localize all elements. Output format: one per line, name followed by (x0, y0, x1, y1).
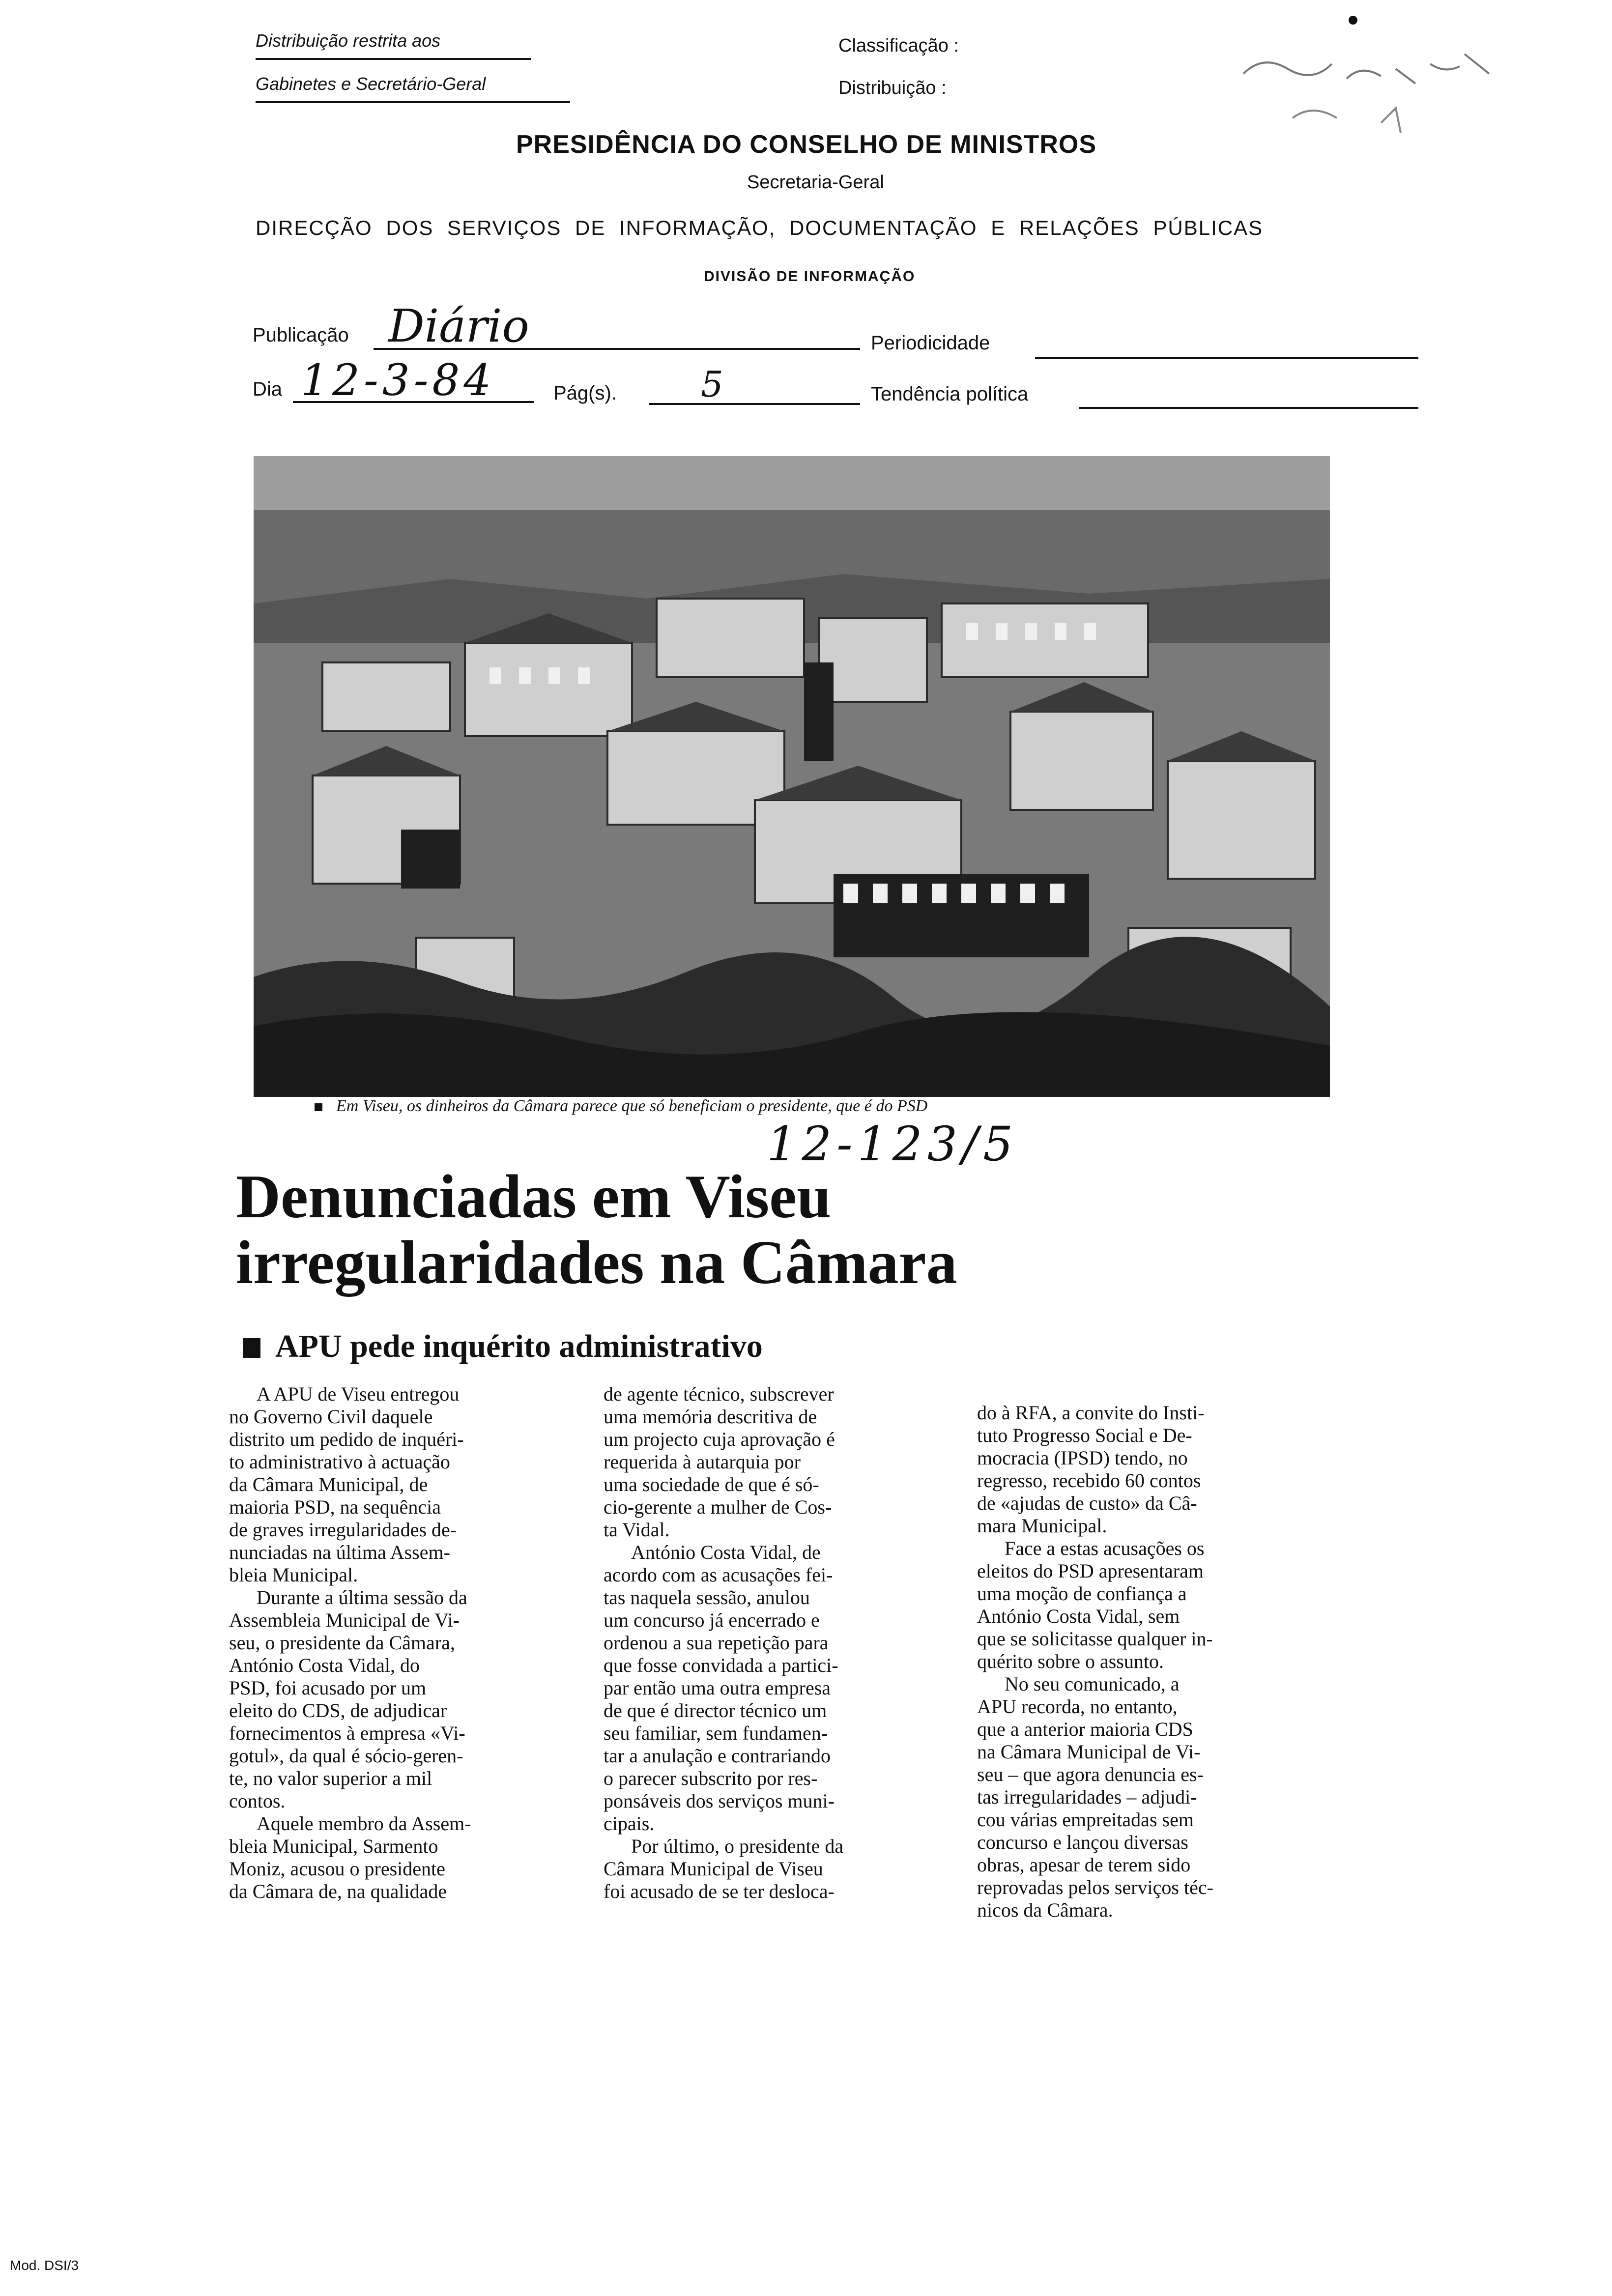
article-line: requerida à autarquia por (604, 1451, 801, 1473)
article-line: mara Municipal. (977, 1515, 1107, 1537)
article-line: mocracia (IPSD) tendo, no (977, 1447, 1188, 1469)
article-line: cio-gerente a mulher de Cos- (604, 1496, 832, 1518)
article-line: bleia Municipal. (229, 1564, 358, 1586)
article-line: da Câmara Municipal, de (229, 1473, 428, 1495)
tendencia-label: Tendência política (871, 383, 1029, 405)
article-line: ordenou a sua repetição para (604, 1632, 829, 1654)
pag-field-line (649, 403, 860, 405)
subheadline (243, 1328, 763, 1365)
article-line: Durante a última sessão da (257, 1586, 467, 1608)
article-line: António Costa Vidal, do (229, 1654, 420, 1676)
publicacao-handwritten-value: Diário (388, 300, 529, 352)
article-line: gotul», da qual é sócio-geren- (229, 1745, 463, 1767)
article-line: tas naquela sessão, anulou (604, 1586, 810, 1608)
article-line: tar a anulação e contrariando (604, 1745, 831, 1767)
tendencia-field-line (1079, 407, 1418, 409)
article-line: tuto Progresso Social e De- (977, 1424, 1192, 1446)
division-title: DIVISÃO DE INFORMAÇÃO (704, 268, 916, 285)
classificacao-label: Classificação : (838, 35, 959, 56)
faint-pencil-scribble (1234, 34, 1509, 147)
article-line: seu familiar, sem fundamen- (604, 1722, 828, 1744)
article-line: seu – que agora denuncia es- (977, 1763, 1204, 1785)
distribuicao-label: Distribuição : (838, 78, 947, 98)
article-line: foi acusado de se ter desloca- (604, 1880, 835, 1902)
article-line: António Costa Vidal, de (631, 1541, 821, 1563)
article-line: de que é director técnico um (604, 1699, 827, 1722)
article-line: de graves irregularidades de- (229, 1519, 457, 1541)
article-line: regresso, recebido 60 contos (977, 1469, 1201, 1492)
article-line: que a anterior maioria CDS (977, 1718, 1193, 1740)
article-column-2 (604, 1383, 948, 1903)
article-line: concurso e lançou diversas (977, 1831, 1188, 1853)
article-line: do à RFA, a convite do Insti- (977, 1402, 1205, 1424)
article-line: Por último, o presidente da (631, 1835, 844, 1857)
article-line: da Câmara de, na qualidade (229, 1880, 447, 1902)
article-line: uma moção de confiança a (977, 1582, 1187, 1605)
article-line: de «ajudas de custo» da Câ- (977, 1492, 1197, 1514)
headline-line-2: irregularidades na Câmara (236, 1229, 957, 1297)
article-line: na Câmara Municipal de Vi- (977, 1741, 1201, 1763)
article-column-3 (977, 1402, 1321, 1922)
photo-caption (315, 1097, 927, 1116)
form-code: Mod. DSI/3 (10, 2258, 79, 2273)
article-line: maioria PSD, na sequência (229, 1496, 441, 1518)
article-line: no Governo Civil daquele (229, 1406, 433, 1428)
article-line: bleia Municipal, Sarmento (229, 1835, 438, 1857)
article-line: contos. (229, 1790, 286, 1812)
dia-handwritten-value: 12-3-84 (301, 355, 495, 405)
photo-illustration (254, 456, 1330, 1097)
periodicidade-label: Periodicidade (871, 332, 990, 354)
article-line: tas irregularidades – adjudi- (977, 1786, 1197, 1808)
article-line: eleitos do PSD apresentaram (977, 1560, 1204, 1582)
article-line: nicos da Câmara. (977, 1899, 1113, 1921)
handwritten-reference-number: 12-123/5 (767, 1117, 1018, 1172)
headline-line-1: Denunciadas em Viseu (236, 1163, 832, 1231)
restriction-underline (256, 58, 531, 60)
article-line: Câmara Municipal de Viseu (604, 1858, 823, 1880)
article-line: fornecimentos à empresa «Vi- (229, 1722, 465, 1744)
article-line: um concurso já encerrado e (604, 1609, 820, 1631)
institution-title: PRESIDÊNCIA DO CONSELHO DE MINISTROS (516, 130, 1097, 159)
article-line: um projecto cuja aprovação é (604, 1428, 835, 1450)
article-line: cipais. (604, 1812, 655, 1835)
article-line: de agente técnico, subscrever (604, 1383, 834, 1405)
restriction-notice-line2: Gabinetes e Secretário-Geral (256, 74, 486, 94)
secretaria-geral: Secretaria-Geral (747, 172, 884, 193)
article-line: nunciadas na última Assem- (229, 1541, 450, 1563)
article-line: quérito sobre o assunto. (977, 1650, 1164, 1672)
directorate-title: DIRECÇÃO DOS SERVIÇOS DE INFORMAÇÃO, DOCUMENTAÇÃO E RELAÇÕES PÚBLICAS (256, 216, 1264, 239)
photo-caption-text: Em Viseu, os dinheiros da Câmara parece que só beneficiam o presidente, que é do PSD (336, 1097, 928, 1115)
article-line: o parecer subscrito por res- (604, 1767, 818, 1789)
article-line: to administrativo à actuação (229, 1451, 450, 1473)
pag-label: Pág(s). (553, 382, 617, 404)
article-line: te, no valor superior a mil (229, 1767, 432, 1789)
article-line: António Costa Vidal, sem (977, 1605, 1180, 1627)
ink-dot (1349, 16, 1357, 25)
article-line: eleito do CDS, de adjudicar (229, 1699, 447, 1722)
viseu-aerial-photo (254, 456, 1330, 1097)
article-line: ta Vidal. (604, 1519, 670, 1541)
article-line: Face a estas acusações os (1005, 1537, 1205, 1559)
article-line: Aquele membro da Assem- (257, 1812, 471, 1835)
article-line: No seu comunicado, a (1005, 1673, 1180, 1695)
article-line: A APU de Viseu entregou (257, 1383, 460, 1405)
restriction-underline-2 (256, 101, 570, 103)
subheadline-bullet (243, 1338, 260, 1358)
article-line: par então uma outra empresa (604, 1677, 831, 1699)
periodicidade-field-line (1035, 357, 1418, 359)
article-line: obras, apesar de terem sido (977, 1854, 1191, 1876)
article-line: acordo com as acusações fei- (604, 1564, 833, 1586)
dia-label: Dia (253, 378, 283, 400)
article-line: que se solicitasse qualquer in- (977, 1628, 1213, 1650)
pag-handwritten-value: 5 (701, 364, 723, 405)
article-line: PSD, foi acusado por um (229, 1677, 427, 1699)
article-line: reprovadas pelos serviços téc- (977, 1876, 1213, 1898)
caption-bullet (315, 1103, 322, 1111)
article-line: uma sociedade de que é só- (604, 1473, 819, 1495)
article-line: que fosse convidada a partici- (604, 1654, 838, 1676)
article-column-1 (229, 1383, 568, 1903)
article-line: distrito um pedido de inquéri- (229, 1428, 464, 1450)
article-line: cou várias empreitadas sem (977, 1808, 1194, 1831)
article-line: uma memória descritiva de (604, 1406, 817, 1428)
restriction-notice-line1: Distribuição restrita aos (256, 30, 441, 51)
subheadline-text: APU pede inquérito administrativo (275, 1328, 763, 1364)
article-line: APU recorda, no entanto, (977, 1695, 1178, 1718)
article-line: seu, o presidente da Câmara, (229, 1632, 455, 1654)
article-line: ponsáveis dos serviços muni- (604, 1790, 835, 1812)
article-line: Moniz, acusou o presidente (229, 1858, 445, 1880)
article-line: Assembleia Municipal de Vi- (229, 1609, 460, 1631)
publicacao-label: Publicação (253, 324, 349, 346)
